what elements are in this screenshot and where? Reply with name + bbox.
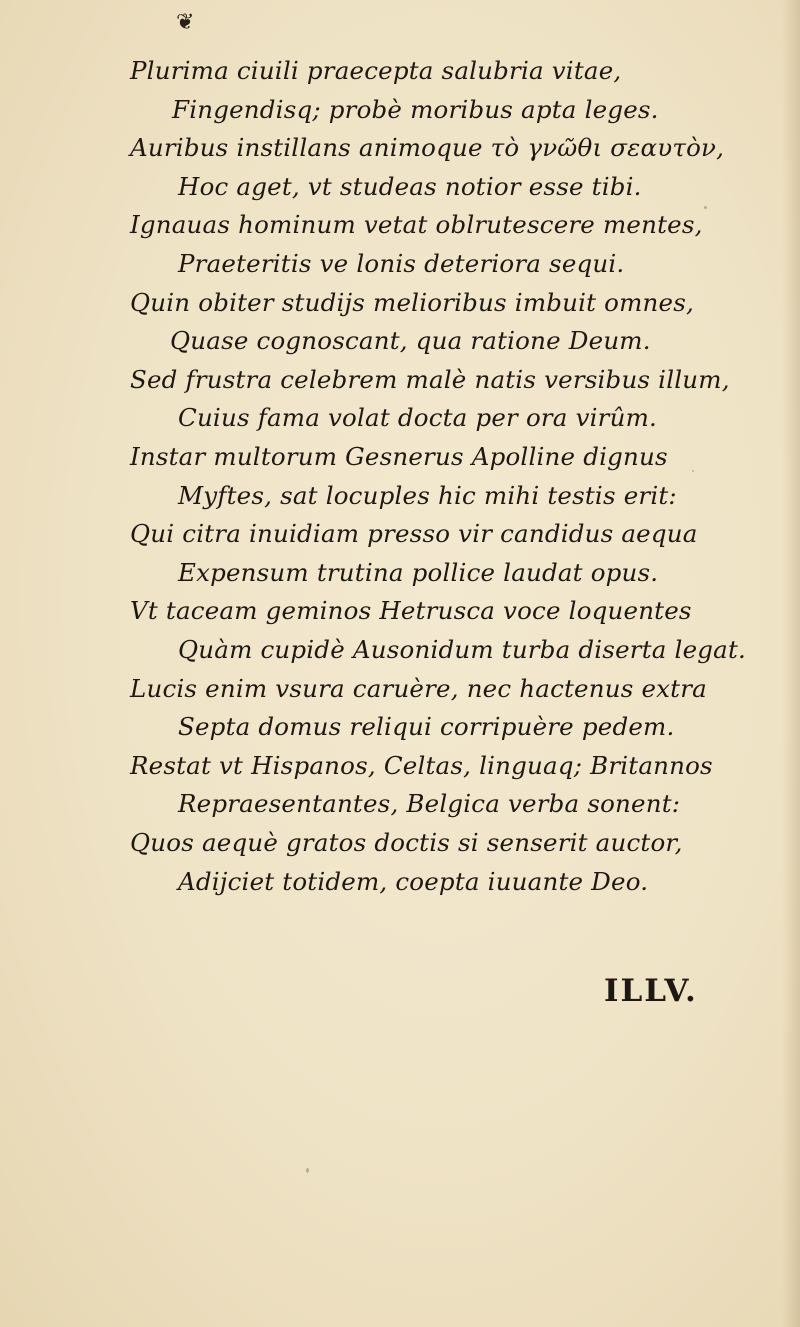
verse-line: Praeteritis ve lonis deteriora sequi. — [178, 249, 625, 278]
verse-line: Quos aequè gratos doctis si senserit auctor, — [130, 828, 683, 857]
paper-speck — [704, 206, 707, 209]
verse-line: Vt taceam geminos Hetrusca voce loquentes — [130, 596, 692, 626]
verse-line: Ignauas hominum vetat oblrutescere mentes, — [130, 210, 703, 240]
verse-line: Myftes, sat locuples hic mihi testis erit: — [178, 480, 677, 510]
verse-line: Adijciet totidem, coepta iuuante Deo. — [178, 866, 649, 896]
ornament-mark: ❦ — [176, 10, 195, 35]
verse-line: Quase cognoscant, qua ratione Deum. — [170, 326, 651, 356]
verse-line: Hoc aget, vt studeas notior esse tibi. — [178, 171, 642, 201]
verse-line: Septa domus reliqui corripuère pedem. — [178, 712, 675, 742]
catchword: ILLV. — [604, 973, 698, 1009]
verse-line: Repraesentantes, Belgica verba sonent: — [178, 789, 681, 819]
verse-line: Fingendisq; probè moribus apta leges. — [172, 94, 659, 124]
verse-line: Quàm cupidè Ausonidum turba diserta legat. — [178, 635, 746, 664]
verse-line: Cuius fama volat docta per ora virûm. — [178, 403, 657, 433]
verse-line: Instar multorum Gesnerus Apolline dignus — [130, 442, 668, 471]
verse-line: Quin obiter studijs melioribus imbuit omnes, — [130, 287, 694, 317]
verse-line: Auribus instillans animoque τὸ γνῶθι σεαυτὸν, — [130, 133, 725, 163]
paper-speck — [306, 1168, 309, 1173]
paper-speck — [692, 470, 694, 472]
verse-line: Lucis enim vsura caruère, nec hactenus extra — [130, 673, 707, 703]
verse-line: Sed frustra celebrem malè natis versibus illum, — [130, 364, 730, 394]
verse-line: Qui citra inuidiam presso vir candidus aequa — [130, 519, 698, 549]
verse-line: Expensum trutina pollice laudat opus. — [178, 557, 659, 587]
verse-line: Restat vt Hispanos, Celtas, linguaq; Britannos — [130, 750, 713, 780]
page-edge-shadow — [782, 0, 800, 1327]
verse-line: Plurima ciuili praecepta salubria vitae, — [130, 56, 622, 85]
